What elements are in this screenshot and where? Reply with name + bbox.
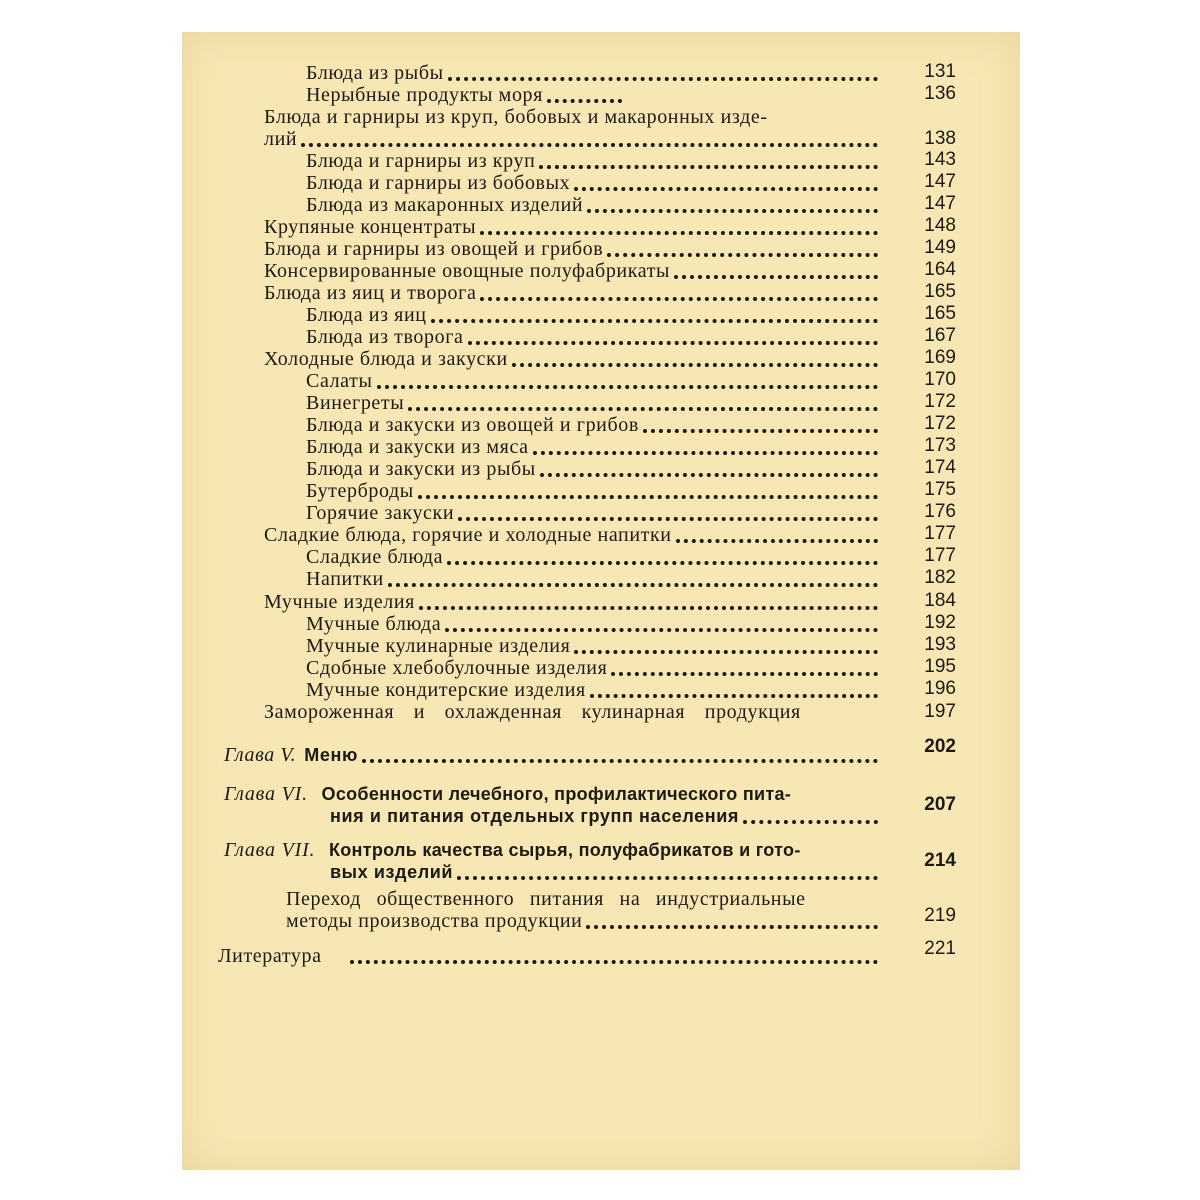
toc-entry-title: Блюда и закуски из мяса	[306, 436, 529, 458]
toc-entry-title: Горячие закуски	[306, 502, 455, 524]
dot-leader	[350, 960, 878, 964]
book-page	[182, 32, 1020, 1170]
toc-entry-title: Замороженная и охлажденная кулинарная продукция	[264, 701, 801, 723]
dot-leader	[480, 297, 878, 301]
toc-page-number: 202	[924, 736, 956, 757]
toc-entry	[306, 392, 882, 414]
toc-entry-title: Винегреты	[306, 392, 405, 414]
dot-leader	[643, 429, 878, 433]
toc-entry	[306, 150, 882, 172]
dot-leader	[547, 99, 622, 103]
dot-leader	[388, 583, 878, 587]
toc-page-number: 167	[924, 325, 956, 346]
toc-entry-title: Нерыбные продукты моря	[306, 84, 543, 106]
toc-page-number: 177	[924, 545, 956, 566]
dot-leader	[448, 77, 878, 81]
dot-leader	[447, 561, 878, 565]
dot-leader	[574, 187, 878, 191]
toc-entry-title: Блюда и закуски из овощей и грибов	[306, 414, 639, 436]
dot-leader	[458, 517, 878, 521]
table-of-contents	[182, 32, 1020, 1170]
toc-page-number: 195	[924, 656, 956, 677]
toc-entry	[264, 128, 882, 150]
toc-entry-title: Блюда и гарниры из бобовых	[306, 172, 571, 194]
toc-page-number: 173	[924, 435, 956, 456]
toc-page-number: 172	[924, 391, 956, 412]
toc-page-number: 165	[924, 303, 956, 324]
toc-chapter	[224, 744, 882, 766]
toc-entry	[306, 679, 882, 701]
toc-entry-title: Напитки	[306, 568, 384, 590]
chapter-title-line1: Контроль качества сырья, полуфабрикатов и гото-	[328, 840, 801, 860]
toc-entry	[306, 172, 882, 194]
toc-entry	[306, 326, 882, 348]
toc-page-number: 172	[924, 413, 956, 434]
toc-entry-title: Блюда из яиц	[306, 304, 427, 326]
chapter-label: Глава VI.	[224, 783, 308, 805]
toc-entry	[306, 414, 882, 436]
dot-leader	[743, 820, 878, 824]
toc-page-number: 165	[924, 281, 956, 302]
toc-page-number: 136	[924, 83, 956, 104]
toc-entry	[306, 84, 626, 106]
toc-page-number: 176	[924, 501, 956, 522]
toc-chapter	[224, 839, 801, 861]
toc-page-number: 196	[924, 678, 956, 699]
toc-page-number: 192	[924, 612, 956, 633]
toc-page-number: 169	[924, 347, 956, 368]
toc-entry	[306, 613, 882, 635]
toc-entry-title: Блюда из макаронных изделий	[306, 194, 584, 216]
toc-entry-title: Сдобные хлебобулочные изделия	[306, 657, 608, 679]
toc-entry-title: Мучные блюда	[306, 613, 442, 635]
toc-entry	[264, 282, 882, 304]
toc-page-number: 147	[924, 171, 956, 192]
dot-leader	[377, 385, 878, 389]
toc-entry	[306, 436, 882, 458]
dot-leader	[611, 672, 878, 676]
dot-leader	[590, 694, 878, 698]
toc-page-number: 221	[924, 938, 956, 959]
chapter-title-line2: вых изделий	[330, 862, 454, 882]
toc-chapter-continuation	[330, 805, 882, 827]
toc-entry-title: Блюда и гарниры из круп	[306, 150, 536, 172]
dot-leader	[468, 341, 878, 345]
toc-entry-title: Консервированные овощные полуфабрикаты	[264, 260, 671, 282]
toc-entry-title: Блюда и закуски из рыбы	[306, 458, 536, 480]
toc-entry-title: Салаты	[306, 370, 373, 392]
literature-title: Литература	[218, 945, 322, 967]
toc-entry-title: Сладкие блюда, горячие и холодные напитки	[264, 524, 672, 546]
toc-entry	[264, 216, 882, 238]
toc-entry	[306, 62, 882, 84]
toc-section	[286, 910, 882, 932]
toc-page-number: 143	[924, 149, 956, 170]
toc-page-number: 184	[924, 590, 956, 611]
toc-page-number: 149	[924, 237, 956, 258]
toc-entry-title-line2: лий	[264, 128, 298, 150]
toc-page-number: 182	[924, 567, 956, 588]
toc-entry-title: Блюда из яиц и творога	[264, 282, 477, 304]
dot-leader	[445, 628, 878, 632]
toc-entry	[306, 502, 882, 524]
chapter-label: Глава VII.	[224, 839, 316, 861]
toc-entry-title: Холодные блюда и закуски	[264, 348, 508, 370]
toc-literature	[218, 945, 882, 967]
toc-entry	[306, 568, 882, 590]
toc-entry-title-line1: Блюда и гарниры из круп, бобовых и макаронных изде-	[264, 106, 768, 128]
chapter-title: Меню	[304, 745, 358, 765]
dot-leader	[607, 253, 878, 257]
chapter-title-line2: ния и питания отдельных групп населения	[330, 806, 739, 826]
dot-leader	[539, 165, 878, 169]
toc-page-number: 193	[924, 634, 956, 655]
toc-entry-title: Блюда и гарниры из овощей и грибов	[264, 238, 604, 260]
toc-entry	[306, 480, 882, 502]
toc-page-number: 138	[924, 128, 956, 149]
dot-leader	[431, 319, 878, 323]
toc-entry-title: Бутерброды	[306, 480, 414, 502]
dot-leader	[587, 209, 878, 213]
toc-entry	[306, 370, 882, 392]
dot-leader	[362, 759, 878, 763]
dot-leader	[480, 231, 878, 235]
toc-page-number: 214	[924, 850, 956, 871]
dot-leader	[674, 275, 878, 279]
toc-entry	[306, 458, 882, 480]
toc-page-number: 207	[924, 794, 956, 815]
toc-page-number: 175	[924, 479, 956, 500]
dot-leader	[408, 407, 878, 411]
toc-page-number: 147	[924, 193, 956, 214]
toc-entry-title: Мучные кондитерские изделия	[306, 679, 586, 701]
toc-entry	[264, 260, 882, 282]
toc-page-number: 131	[924, 61, 956, 82]
toc-entry	[264, 348, 882, 370]
toc-entry-title: Блюда из рыбы	[306, 62, 444, 84]
toc-entry	[306, 635, 882, 657]
toc-page-number: 148	[924, 215, 956, 236]
toc-entry	[306, 194, 882, 216]
toc-page-number: 174	[924, 457, 956, 478]
toc-entry	[264, 701, 882, 723]
toc-chapter	[224, 783, 791, 805]
toc-page-number: 197	[924, 701, 956, 722]
toc-entry-title: Мучные кулинарные изделия	[306, 635, 571, 657]
toc-page-number: 219	[924, 905, 956, 926]
dot-leader	[512, 363, 878, 367]
toc-entry	[306, 304, 882, 326]
dot-leader	[301, 143, 878, 147]
chapter-title-line1: Особенности лечебного, профилактического пита-	[321, 784, 792, 804]
toc-entry	[264, 524, 882, 546]
chapter-label: Глава V.	[224, 744, 297, 766]
toc-section-title-line2: методы производства продукции	[286, 910, 583, 932]
toc-chapter-continuation	[330, 861, 882, 883]
toc-entry	[264, 238, 882, 260]
toc-page-number: 177	[924, 523, 956, 544]
toc-entry-title: Сладкие блюда	[306, 546, 444, 568]
toc-entry-title: Блюда из творога	[306, 326, 464, 348]
dot-leader	[540, 473, 878, 477]
dot-leader	[457, 876, 878, 880]
dot-leader	[533, 451, 878, 455]
toc-entry-title: Мучные изделия	[264, 591, 415, 613]
toc-page-number: 170	[924, 369, 956, 390]
dot-leader	[586, 925, 878, 929]
dot-leader	[574, 650, 878, 654]
dot-leader	[676, 539, 878, 543]
toc-entry-title: Крупяные концентраты	[264, 216, 477, 238]
toc-entry	[264, 591, 882, 613]
toc-section-title-line1: Переход общественного питания на индустриальные	[286, 888, 806, 910]
dot-leader	[419, 606, 878, 610]
toc-page-number: 164	[924, 259, 956, 280]
toc-entry	[306, 546, 882, 568]
dot-leader	[418, 495, 878, 499]
toc-entry	[306, 657, 882, 679]
